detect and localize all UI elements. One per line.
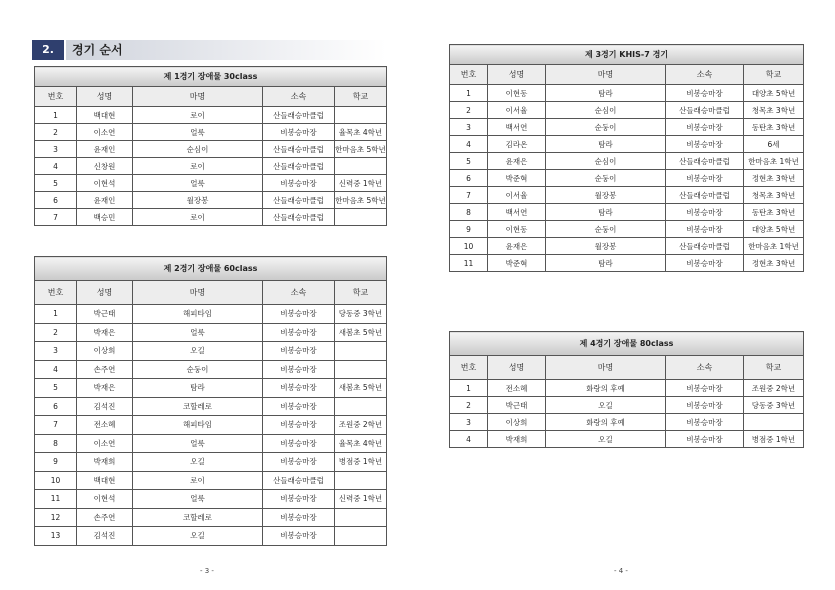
table-cell: 얼룩 [133,175,263,192]
table-row [35,141,387,158]
table-cell: 손주연 [77,508,133,527]
table-cell: 순둥이 [546,170,666,187]
table-cell: 동탄초 3학년 [744,204,804,221]
table-cell: 4 [450,136,488,153]
table-row [35,107,387,124]
table-row [35,453,387,472]
table-cell: 산들래승마클럽 [263,471,335,490]
table-cell: 4 [450,431,488,448]
table-caption: 제 3경기 KHIS-7 경기 [450,45,804,65]
table-cell: 로이 [133,107,263,124]
table-cell: 비봉승마장 [666,119,744,136]
page-number-right: - 4 - [614,567,628,575]
table-cell: 박재은 [77,323,133,342]
table-cell [335,158,387,175]
table-cell: 8 [450,204,488,221]
table-cell: 박준혁 [488,170,546,187]
table-cell: 순심이 [546,102,666,119]
table-cell: 김석진 [77,527,133,546]
table-row [450,136,804,153]
table-cell: 코할레로 [133,508,263,527]
table-cell: 비봉승마장 [263,490,335,509]
section-title: 경기 순서 [66,40,386,60]
table-row [35,471,387,490]
table-cell: 신창원 [77,158,133,175]
table-cell: 오길 [133,527,263,546]
table-cell: 9 [450,221,488,238]
table-row [35,192,387,209]
table-cell: 신력중 1학년 [335,490,387,509]
table-cell: 백대현 [77,471,133,490]
table-caption: 제 2경기 장애물 60class [35,257,387,281]
table-row [450,380,804,397]
table-cell: 2 [35,323,77,342]
table-row [35,323,387,342]
table-row [35,124,387,141]
table-cell: 율목초 4학년 [335,434,387,453]
table-cell: 7 [450,187,488,204]
table-cell: 7 [35,416,77,435]
table-cell: 비봉승마장 [666,204,744,221]
table-cell: 이서율 [488,187,546,204]
table-cell: 오길 [133,453,263,472]
table-row [35,508,387,527]
table-cell: 비봉승마장 [263,508,335,527]
table-row [35,342,387,361]
table-row [35,158,387,175]
table-cell: 9 [35,453,77,472]
table-cell: 비봉승마장 [666,85,744,102]
table-row [450,238,804,255]
section-number: 2. [32,40,64,60]
table-cell: 산들래승마클럽 [666,102,744,119]
table-cell: 한마음초 5학년 [335,141,387,158]
table-cell: 비봉승마장 [666,170,744,187]
table-row [35,379,387,398]
table-cell: 박근태 [77,305,133,324]
table-cell: 산들래승마클럽 [263,141,335,158]
table-cell: 13 [35,527,77,546]
table-cell: 백승민 [77,209,133,226]
match-2-table [34,256,387,546]
column-header: 번호 [35,87,77,107]
match-1-table [34,66,387,226]
table-cell: 4 [35,158,77,175]
table-cell: 청목초 3학년 [744,187,804,204]
table-cell [335,508,387,527]
table-row [450,85,804,102]
table-cell: 비봉승마장 [263,453,335,472]
table-cell: 비봉승마장 [263,323,335,342]
table-cell: 율목초 4학년 [335,124,387,141]
table-row [450,102,804,119]
table-cell: 2 [450,102,488,119]
table-cell: 당동중 3학년 [744,397,804,414]
table-cell: 오길 [546,397,666,414]
table-cell: 박재은 [77,379,133,398]
table-cell: 11 [35,490,77,509]
page-number-left: - 3 - [200,567,214,575]
table-cell: 비봉승마장 [263,175,335,192]
table-cell: 5 [450,153,488,170]
table-cell: 7 [35,209,77,226]
table-cell: 순심이 [546,153,666,170]
column-header: 성명 [488,65,546,85]
table-cell: 12 [35,508,77,527]
column-header: 소속 [263,87,335,107]
match-3-table [449,44,804,272]
table-row [35,209,387,226]
table-cell: 산들래승마클럽 [666,153,744,170]
table-cell: 탐라 [546,85,666,102]
table-cell: 정현초 3학년 [744,170,804,187]
table-cell: 윤재인 [77,192,133,209]
table-cell: 김석진 [77,397,133,416]
table-cell: 윤재은 [488,153,546,170]
column-header: 소속 [666,65,744,85]
table-cell: 비봉승마장 [263,527,335,546]
table-cell: 탐라 [133,379,263,398]
table-cell: 이현동 [488,221,546,238]
column-header: 마명 [133,281,263,305]
table-cell: 5 [35,379,77,398]
table-cell: 산들래승마클럽 [666,238,744,255]
table-row [450,431,804,448]
table-cell [335,471,387,490]
column-header: 학교 [744,65,804,85]
table-caption: 제 1경기 장애물 30class [35,67,387,87]
table-cell: 백서연 [488,204,546,221]
table-cell: 탐라 [546,136,666,153]
table-cell: 박재희 [77,453,133,472]
table-cell: 순심이 [133,141,263,158]
table-cell: 해피타임 [133,416,263,435]
table-cell: 얼룩 [133,323,263,342]
table-row [450,255,804,272]
table-cell: 청목초 3학년 [744,102,804,119]
table-cell [335,360,387,379]
table-cell: 얼룩 [133,434,263,453]
table-cell: 5 [35,175,77,192]
table-row [35,397,387,416]
table-cell: 11 [450,255,488,272]
table-cell: 2 [35,124,77,141]
table-cell: 오길 [546,431,666,448]
table-cell: 월장봉 [546,187,666,204]
table-cell: 대양초 5학년 [744,85,804,102]
table-cell: 윤재은 [488,238,546,255]
table-cell: 대양초 5학년 [744,221,804,238]
table-cell: 손주연 [77,360,133,379]
column-header: 번호 [450,65,488,85]
table-cell: 3 [35,342,77,361]
table-cell: 2 [450,397,488,414]
table-cell: 로이 [133,471,263,490]
column-header: 마명 [546,356,666,380]
table-cell: 화랑의 후예 [546,380,666,397]
table-cell: 백서연 [488,119,546,136]
table-cell: 새봄초 5학년 [335,323,387,342]
table-row [450,187,804,204]
table-cell: 이현석 [77,175,133,192]
table-cell: 백대현 [77,107,133,124]
table-cell: 동탄초 3학년 [744,119,804,136]
column-header: 마명 [133,87,263,107]
table-row [450,397,804,414]
table-cell: 8 [35,434,77,453]
table-cell: 신력중 1학년 [335,175,387,192]
table-cell: 산들래승마클럽 [666,187,744,204]
table-cell: 산들래승마클럽 [263,107,335,124]
table-cell: 비봉승마장 [666,431,744,448]
table-cell: 병점중 1학년 [744,431,804,448]
table-cell: 순둥이 [546,119,666,136]
table-cell: 비봉승마장 [263,416,335,435]
table-cell: 당동중 3학년 [335,305,387,324]
column-header: 소속 [666,356,744,380]
table-cell: 탐라 [546,255,666,272]
table-cell: 이상희 [77,342,133,361]
table-cell: 전소혜 [488,380,546,397]
table-row [35,360,387,379]
table-row [35,175,387,192]
table-cell: 1 [35,305,77,324]
table-cell: 이소연 [77,434,133,453]
table-cell: 화랑의 후예 [546,414,666,431]
section-header [32,40,386,60]
table-row [35,490,387,509]
table-cell: 비봉승마장 [666,255,744,272]
table-cell: 1 [35,107,77,124]
table-cell: 1 [450,380,488,397]
table-cell: 비봉승마장 [666,414,744,431]
column-header: 번호 [450,356,488,380]
table-row [450,414,804,431]
table-cell: 얼룩 [133,124,263,141]
table-cell: 전소혜 [77,416,133,435]
table-cell: 6세 [744,136,804,153]
table-row [35,305,387,324]
table-cell: 비봉승마장 [263,342,335,361]
table-cell: 비봉승마장 [263,124,335,141]
table-cell: 비봉승마장 [666,397,744,414]
table-cell: 4 [35,360,77,379]
column-header: 성명 [77,281,133,305]
table-cell: 병점중 1학년 [335,453,387,472]
table-cell: 산들래승마클럽 [263,192,335,209]
table-cell: 산들래승마클럽 [263,158,335,175]
column-header: 소속 [263,281,335,305]
table-cell: 김라온 [488,136,546,153]
table-cell: 6 [35,192,77,209]
table-cell [335,342,387,361]
table-cell: 한마음초 1학년 [744,153,804,170]
table-row [35,416,387,435]
table-cell: 산들래승마클럽 [263,209,335,226]
column-header: 학교 [335,87,387,107]
table-cell: 비봉승마장 [666,380,744,397]
table-cell: 비봉승마장 [263,305,335,324]
table-cell: 10 [450,238,488,255]
column-header: 번호 [35,281,77,305]
table-cell [335,209,387,226]
table-cell: 월장봉 [546,238,666,255]
table-cell: 새봄초 5학년 [335,379,387,398]
table-row [35,434,387,453]
table-cell: 탐라 [546,204,666,221]
table-cell: 비봉승마장 [263,397,335,416]
table-cell [744,414,804,431]
table-cell: 1 [450,85,488,102]
table-cell: 이서율 [488,102,546,119]
table-cell: 이현동 [488,85,546,102]
table-cell: 비봉승마장 [263,379,335,398]
table-cell: 10 [35,471,77,490]
table-cell: 비봉승마장 [666,221,744,238]
table-cell: 순둥이 [546,221,666,238]
column-header: 마명 [546,65,666,85]
table-cell [335,397,387,416]
table-cell: 월장봉 [133,192,263,209]
table-cell: 로이 [133,158,263,175]
table-cell: 윤재인 [77,141,133,158]
table-cell: 코할레로 [133,397,263,416]
table-cell: 3 [35,141,77,158]
table-cell: 한마음초 5학년 [335,192,387,209]
table-cell: 해피타임 [133,305,263,324]
table-cell: 비봉승마장 [263,360,335,379]
column-header: 성명 [488,356,546,380]
table-cell: 3 [450,119,488,136]
table-cell: 박준혁 [488,255,546,272]
match-4-table [449,331,804,448]
table-row [450,153,804,170]
table-cell: 이상희 [488,414,546,431]
table-cell: 조원중 2학년 [335,416,387,435]
table-cell: 로이 [133,209,263,226]
table-cell: 이현석 [77,490,133,509]
table-row [450,119,804,136]
table-cell: 6 [35,397,77,416]
table-cell: 비봉승마장 [666,136,744,153]
table-cell: 얼룩 [133,490,263,509]
table-cell: 박근태 [488,397,546,414]
table-row [450,221,804,238]
table-row [450,170,804,187]
table-cell: 비봉승마장 [263,434,335,453]
table-cell: 정현초 3학년 [744,255,804,272]
table-cell [335,107,387,124]
table-caption: 제 4경기 장애물 80class [450,332,804,356]
column-header: 학교 [335,281,387,305]
table-cell [335,527,387,546]
table-cell: 이소연 [77,124,133,141]
table-cell: 조원중 2학년 [744,380,804,397]
column-header: 학교 [744,356,804,380]
table-cell: 6 [450,170,488,187]
table-row [450,204,804,221]
table-cell: 순둥이 [133,360,263,379]
table-cell: 한마음초 1학년 [744,238,804,255]
table-row [35,527,387,546]
table-cell: 박재희 [488,431,546,448]
column-header: 성명 [77,87,133,107]
table-cell: 오길 [133,342,263,361]
table-cell: 3 [450,414,488,431]
